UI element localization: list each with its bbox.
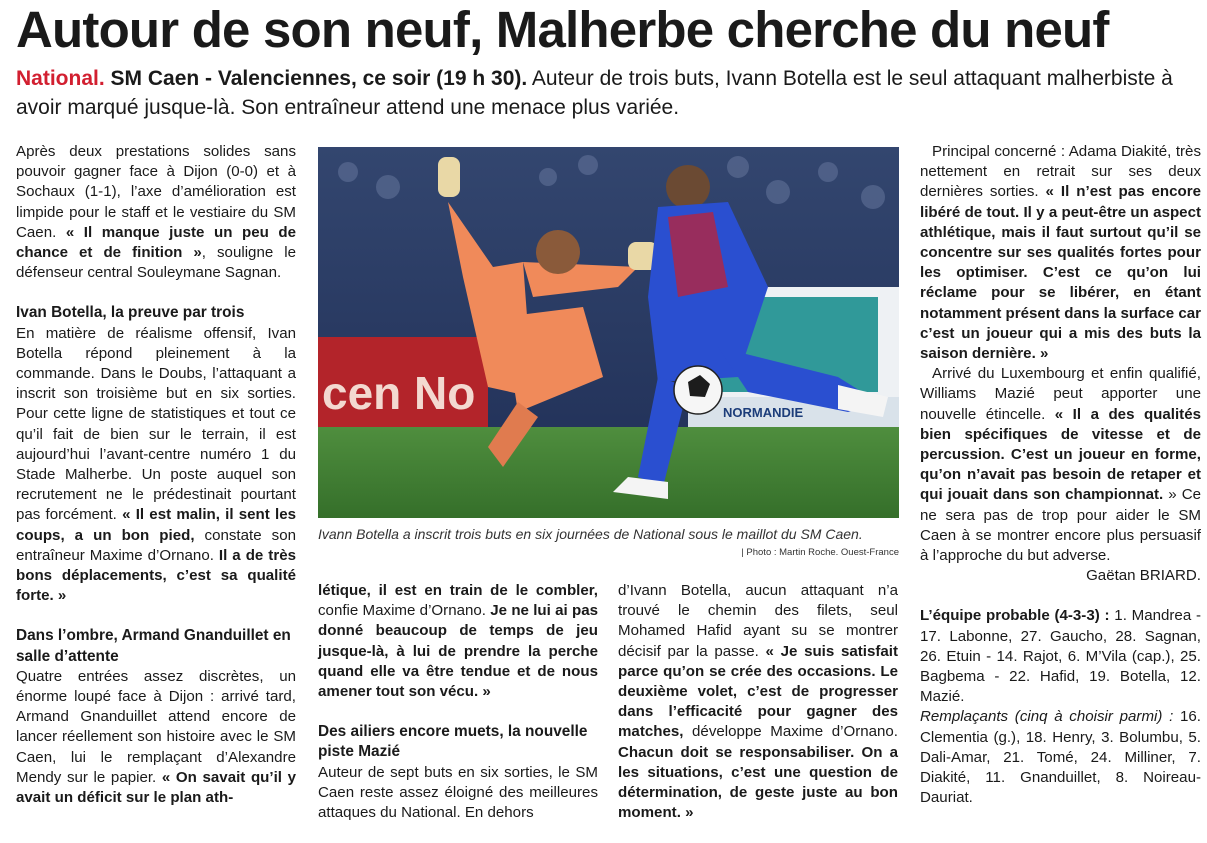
sponsor-board-text: NORMANDIE: [723, 405, 804, 420]
article-column-3: [618, 581, 898, 823]
lineup-text: 1. Mandrea - 17. Labonne, 27. Gaucho, 28. Sagnan, 26. Etuin - 14. Rajot, 6. M’Vila (cap.), 25. Bagbema - 22. Hafid, 19. Botella, 12. Mazié.: [920, 607, 1201, 706]
text-run: confie Maxime d’Ornano.: [318, 602, 491, 620]
text-run: » Ce ne sera pas de trop pour aider le SM Caen à se montrer encore plus persuasif à l’approche du but adverse.: [920, 486, 1202, 565]
lineup-paragraph: [920, 606, 1201, 707]
text-run: Principal concerné : Adama Diakité, très nettement en retrait sur ses deux dernières sorties.: [920, 143, 1201, 201]
quote: « Il n’est pas encore libéré de tout. Il y a peut-être un aspect athlétique, mais il faut surtout qu’il se concentre sur ses qualités fortes pour les optimiser. C’est ce qu’on lui réclame pour se libérer, en étant notamment présent dans la surface car c’est un joueur qui a mis des buts la saison dernière. »: [920, 183, 1202, 363]
subs-text: 16. Clementia (g.), 18. Henry, 3. Bolumbu, 5. Dali-Amar, 21. Tomé, 24. Milliner, 7. Diakité, 11. Gnanduillet, 8. Noireau-Dauriat.: [920, 708, 1201, 807]
article-column-4: [920, 142, 1201, 809]
photo-credit: | Photo : Martin Roche. Ouest-France: [741, 547, 899, 558]
paragraph: [16, 324, 296, 607]
quote: Je ne lui ai pas donné beaucoup de temps de jeu jusque-là, à lui de prendre la perche quand elle va être tendue et de nous amener tout son vécu. »: [318, 602, 598, 701]
quote: létique, il est en train de le combler,: [318, 582, 598, 599]
text-run: d’Ivann Botella, aucun attaquant n’a trouvé le chemin des filets, seul Mohamed Hafid ayant su se montrer décisif par la passe.: [618, 582, 898, 660]
rubric-label: National.: [16, 67, 105, 90]
quote: Il a de très bons déplacements, c’est sa qualité forte. »: [16, 546, 296, 605]
paragraph: [16, 142, 296, 283]
text-run: Arrivé du Luxembourg et enfin qualifié, Williams Mazié peut apporter une nouvelle étincelle.: [920, 365, 1201, 423]
ad-board-text: cen No: [322, 367, 476, 419]
article-column-2: [318, 581, 598, 823]
standfirst-text: Auteur de trois buts, Ivann Botella est le seul attaquant malherbiste à avoir marqué jusque-là. Son entraîneur attend une menace plus variée.: [16, 67, 1173, 119]
author-signature: Gaëtan BRIARD.: [1086, 567, 1201, 585]
text-run: Quatre entrées assez discrètes, un énorme loupé face à Dijon : arrivé tard, Armand Gnanduillet attend encore de lancer réellement son histoire avec le SM Caen, lui le remplaçant d’Alexandre Mendy sur le papier.: [16, 667, 296, 786]
text-run: constate son entraîneur Maxime d’Ornano.: [16, 526, 296, 564]
photo-illustration: [318, 147, 899, 518]
quote: « Il a des qualités bien spécifiques de vitesse et de percussion. C’est un joueur en forme, qu’on n’avait pas besoin de retaper et qui jouait dans son championnat.: [920, 405, 1202, 504]
paragraph: [920, 142, 1201, 364]
text-run: En matière de réalisme offensif, Ivan Botella répond pleinement à la commande. Dans le Doubs, l’attaquant a inscrit son troisième but en six sorties. Pour cette ligne de statistiques et tout ce qu’il fait de bien sur le terrain, il est aujourd’hui l’avant-centre numéro 1 du Stade Malherbe. Un poste auquel son recrutement ne le prédestinait pourtant pas forcément.: [16, 324, 296, 524]
quote: « Je suis satisfait parce qu’on se crée des occasions. Le deuxième volet, c’est de progresser dans l’efficacité pour gagner des matches,: [618, 642, 898, 741]
match-photo: [318, 147, 899, 518]
standfirst: [16, 64, 1206, 122]
quote: « On savait qu’il y avait un déficit sur le plan ath-: [16, 768, 296, 807]
paragraph: [920, 364, 1201, 566]
text-run: Après deux prestations solides sans pouvoir gagner face à Dijon (0-0) et à Sochaux (1-1), l’axe d’amélioration est limpide pour le staff et le vestiaire du SM Caen.: [16, 143, 296, 241]
subheading: Dans l’ombre, Armand Gnanduillet en salle d’attente: [16, 627, 291, 665]
quote: « Il est malin, il sent les coups, a un bon pied,: [16, 506, 296, 544]
quote: « Il manque juste un peu de chance et de finition »: [16, 223, 296, 262]
match-subject: SM Caen - Valenciennes, ce soir (19 h 30).: [110, 67, 528, 90]
subheading: Des ailiers encore muets, la nouvelle piste Mazié: [318, 723, 588, 761]
paragraph: [16, 667, 296, 808]
article-column-1: [16, 142, 296, 808]
quote: Chacun doit se responsabiliser. On a les situations, c’est une question de détermination, de geste juste au bon moment. »: [618, 743, 898, 822]
photo-caption: Ivann Botella a inscrit trois buts en six journées de National sous le maillot du SM Caen.: [318, 526, 863, 542]
subs-paragraph: [920, 707, 1201, 808]
paragraph: [318, 581, 598, 702]
paragraph: Auteur de sept buts en six sorties, le SM Caen reste assez éloigné des meilleures attaques du National. En dehors: [318, 763, 598, 822]
subs-label: Remplaçants (cinq à choisir parmi) :: [920, 708, 1174, 726]
lineup-label: L’équipe probable (4-3-3) :: [920, 607, 1110, 625]
subheading: Ivan Botella, la preuve par trois: [16, 304, 245, 322]
text-run: développe Maxime d’Ornano.: [683, 723, 898, 741]
headline: Autour de son neuf, Malherbe cherche du neuf: [16, 1, 1109, 58]
paragraph: [618, 581, 898, 823]
text-run: , souligne le défenseur central Souleymane Sagnan.: [16, 244, 296, 282]
